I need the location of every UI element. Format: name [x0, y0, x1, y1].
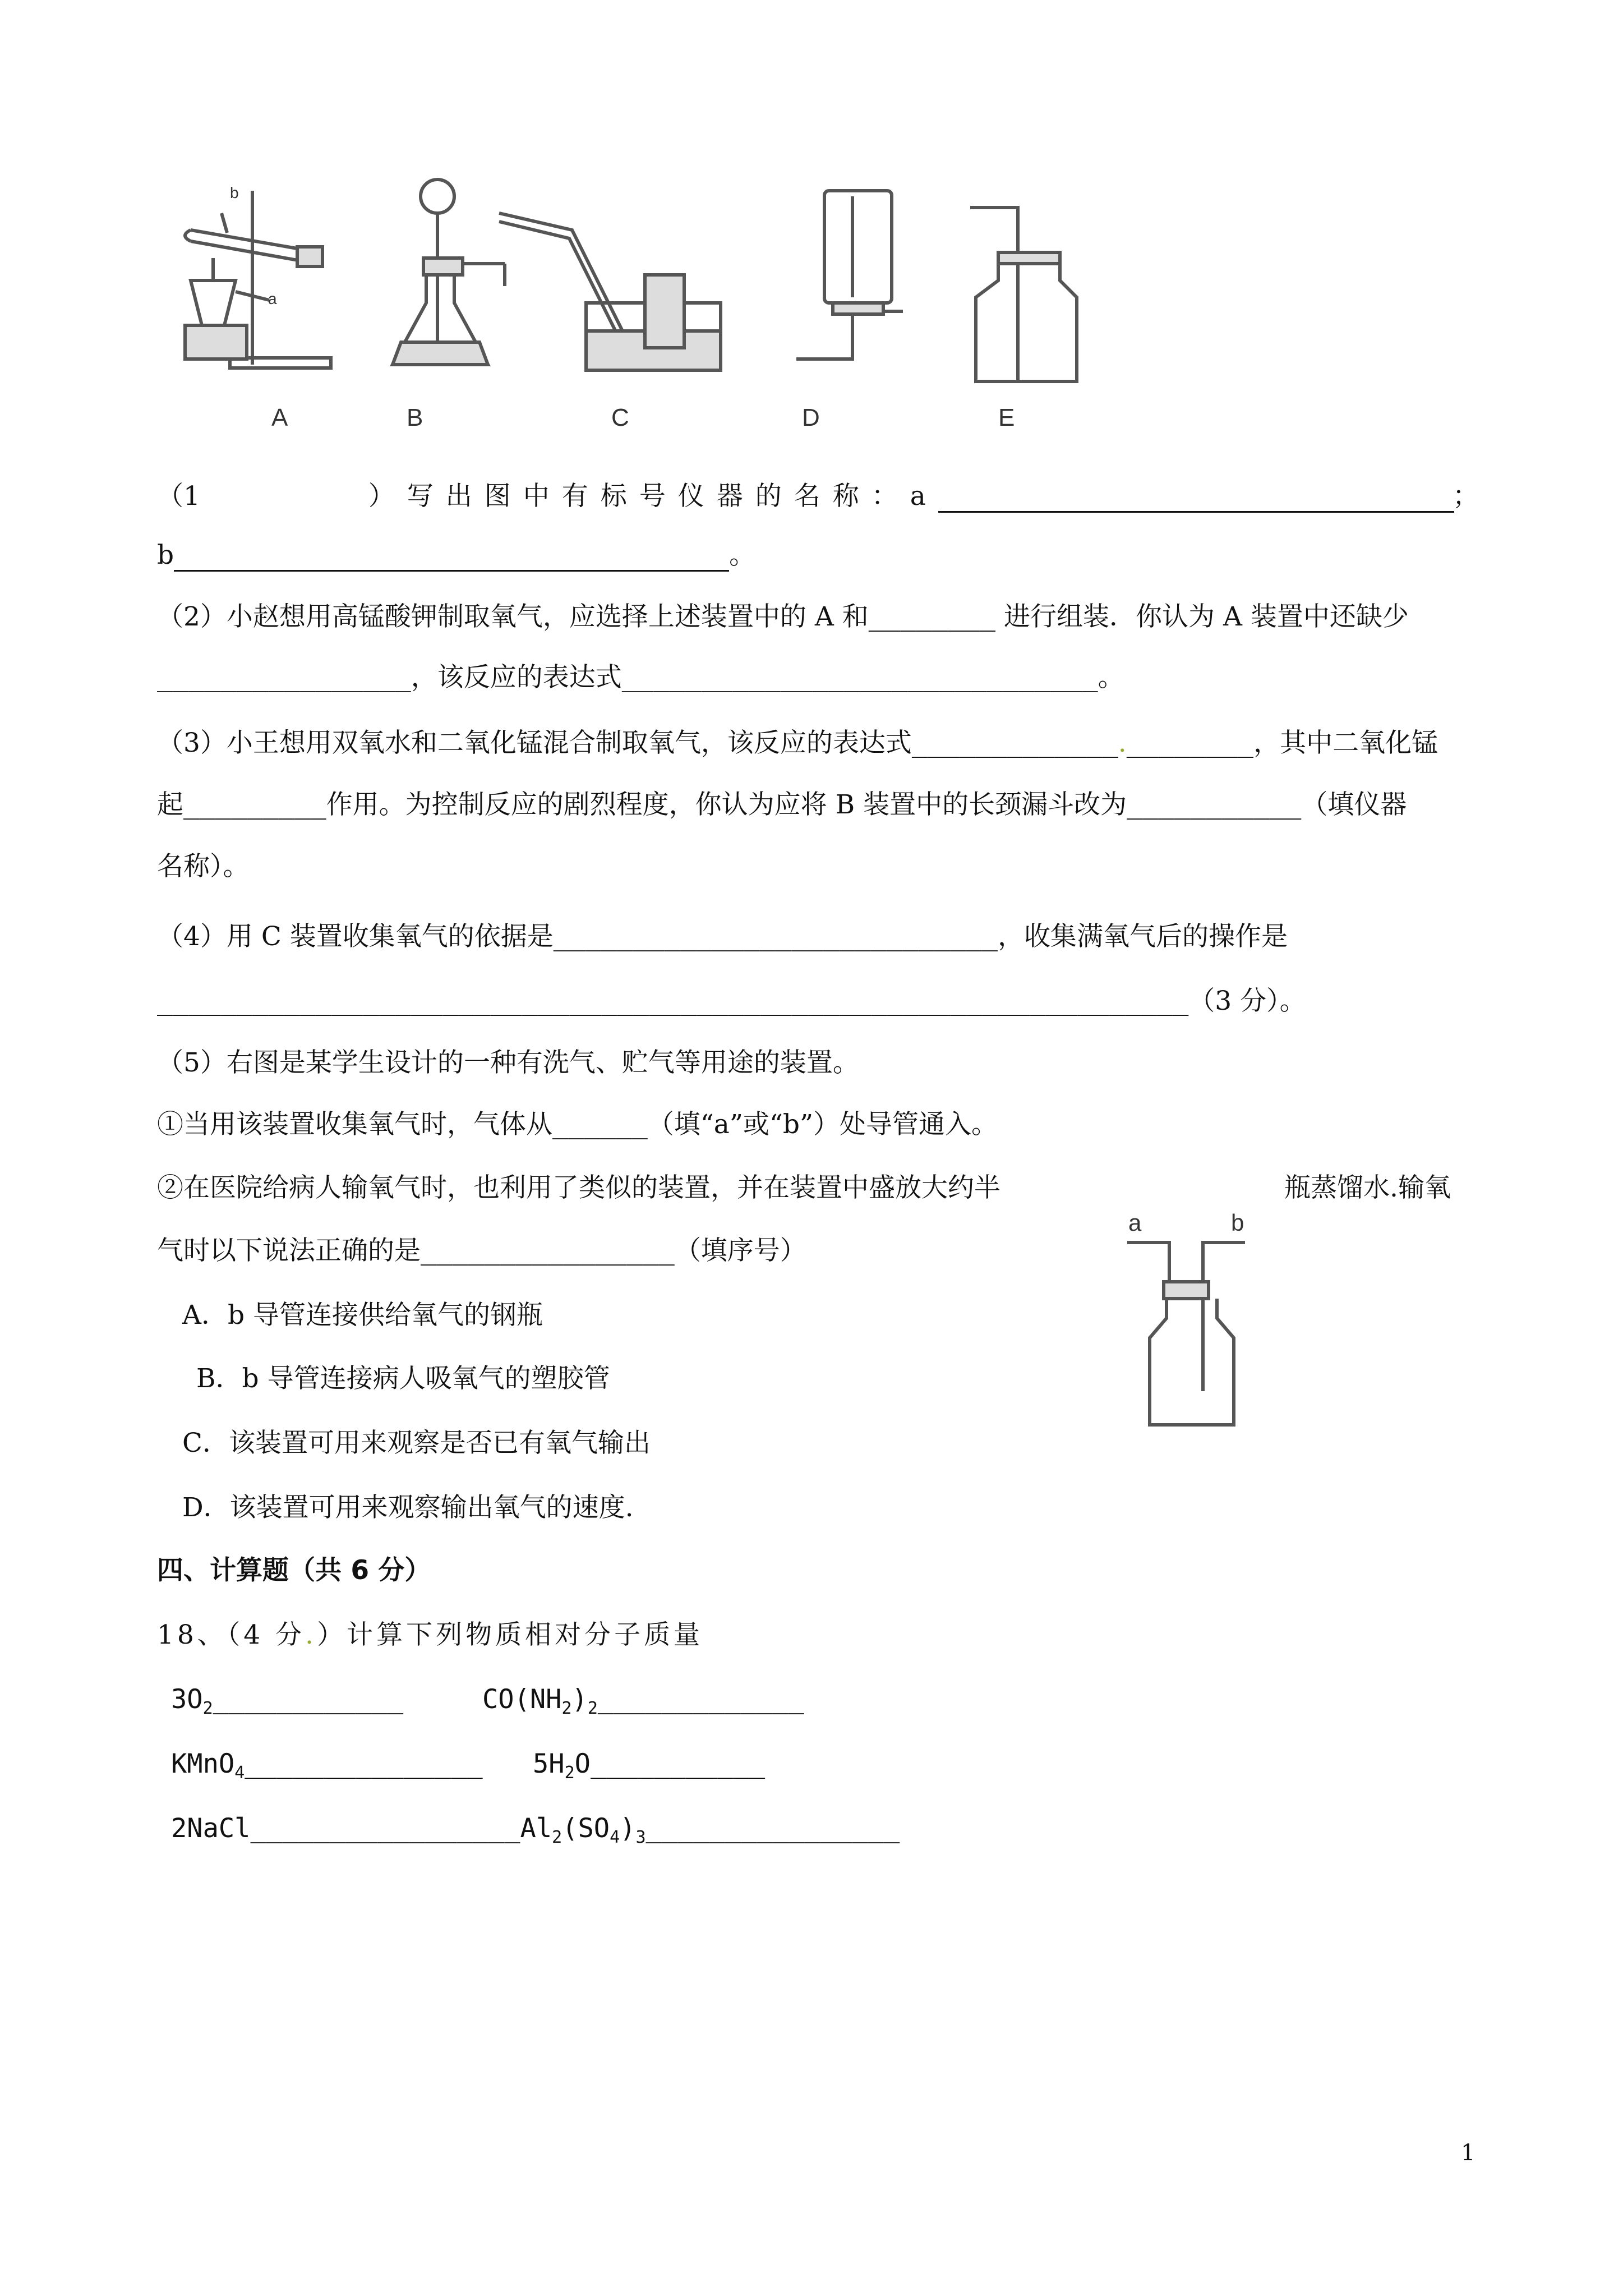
q2-end: 。 — [1098, 662, 1124, 693]
q5-option-c — [182, 1421, 651, 1466]
q3-text-2: ，其中二氧化锰 — [1253, 728, 1438, 758]
q4-text-3: （3 分）。 — [1188, 986, 1306, 1016]
q5-item2-text-3: 气时以下说法正确的是 — [157, 1235, 421, 1266]
q18-title-text-2: ）计算下列物质相对分子质量 — [317, 1619, 704, 1650]
formula-2nacl: 2NaCl — [171, 1813, 251, 1844]
label-e: E — [998, 404, 1015, 431]
q5-option-a-text: A．b 导管连接供给氧气的钢瓶 — [182, 1300, 543, 1331]
q3-line1 — [157, 721, 1438, 766]
q5-item2-text-4: （填序号） — [674, 1235, 806, 1266]
apparatus-d — [791, 185, 914, 376]
q4-blank-2[interactable]: _________________________________________________________________ — [157, 986, 1189, 1016]
tag-b-on-a: b — [230, 184, 239, 201]
q1-prefix: （1 — [157, 481, 200, 512]
q4-text-1: （4）用 C 装置收集氧气的依据是 — [157, 921, 554, 952]
blank-urea[interactable]: _____________ — [597, 1684, 804, 1715]
q4-text-2: ，收集满氧气后的操作是 — [998, 921, 1288, 952]
label-b: B — [407, 404, 423, 431]
q4-line2 — [157, 979, 1306, 1024]
q3-dot: . — [1118, 728, 1127, 758]
formula-al2so43: $Al_2(SO_4)_3\_\_\_\_\_\_\_\_\_\_\_\_\_\_\_\_$ — [520, 1813, 900, 1847]
q5-item1-text-1: ①当用该装置收集氧气时，气体从 — [157, 1109, 552, 1140]
q1-line1 — [157, 474, 1479, 519]
section-4-title-text: 四、计算题（共 6 分） — [157, 1555, 431, 1586]
q5-option-d-text: D．该装置可用来观察输出氧气的速度. — [182, 1492, 634, 1523]
q1-end: 。 — [729, 540, 756, 570]
q18-title — [157, 1613, 703, 1658]
washing-bottle-figure — [1122, 1206, 1262, 1430]
q3-blank-3[interactable]: ___________ — [1127, 789, 1302, 820]
q2-blank-2[interactable]: ________________ — [157, 662, 411, 693]
q5-option-a — [182, 1293, 543, 1338]
q5-option-b-text: B．b 导管连接病人吸氧气的塑胶管 — [196, 1363, 610, 1394]
q5-blank-1[interactable]: ______ — [552, 1109, 648, 1140]
q2-line1 — [157, 595, 1409, 639]
q18-row-2 — [171, 1742, 766, 1787]
q5-item1-text-2: （填“a”或“b”）处导管通入。 — [647, 1109, 998, 1140]
blank-3o2[interactable]: ____________ — [213, 1684, 404, 1715]
q5-item1 — [157, 1102, 998, 1147]
q2-blank-3[interactable]: ______________________________ — [621, 662, 1098, 693]
q3-line2 — [157, 783, 1407, 827]
blank-kmno4[interactable]: _______________ — [245, 1749, 483, 1779]
q18-dot: . — [305, 1619, 317, 1650]
q5-blank-2[interactable]: ________________ — [421, 1235, 675, 1266]
blank-al2so43[interactable]: ________________ — [645, 1813, 900, 1844]
q3-text-3: 起 — [157, 789, 183, 820]
q4-blank-1[interactable]: ____________________________ — [553, 921, 998, 952]
label-a: A — [271, 404, 288, 431]
page-number: 1 — [1461, 2140, 1476, 2166]
blank-5h2o[interactable]: ___________ — [590, 1749, 766, 1779]
q1-line2 — [157, 533, 755, 578]
section-4-title — [157, 1548, 431, 1593]
formula-3o2: $3O_2$ — [171, 1684, 213, 1718]
apparatus-e — [965, 196, 1088, 387]
q5-option-c-text: C．该装置可用来观察是否已有氧气输出 — [182, 1428, 651, 1458]
q5-item2-text-2: 瓶蒸馏水.输氧 — [1284, 1172, 1451, 1203]
q4-line1 — [157, 914, 1288, 959]
q1-text: ）写出图中有标号仪器的名称：a — [368, 481, 938, 512]
q5-option-d — [182, 1485, 634, 1530]
q2-line2 — [157, 655, 1124, 700]
formula-urea: $CO(NH_2)_2\_\_\_\_\_\_\_\_\_\_\_\_\_$ — [482, 1684, 804, 1718]
bottle-tag-a: a — [1128, 1209, 1142, 1236]
q5-item2-line2 — [157, 1228, 806, 1273]
q2-text-3: ，该反应的表达式 — [411, 662, 622, 693]
label-d: D — [802, 404, 820, 431]
q3-text-4: 作用。为控制反应的剧烈程度，你认为应将 B 装置中的长颈漏斗改为 — [326, 789, 1127, 820]
q3-blank-2[interactable]: _________ — [183, 789, 326, 820]
q18-row-1 — [171, 1677, 804, 1722]
tag-a-on-a: a — [268, 290, 277, 307]
q3-blank-1[interactable]: _____________ — [911, 728, 1118, 758]
apparatus-a — [157, 180, 336, 370]
q18-row-3 — [171, 1806, 900, 1851]
q1-b-label: b — [157, 540, 174, 570]
q1-blank-a[interactable] — [938, 482, 1454, 513]
bottle-tag-b: b — [1231, 1209, 1244, 1236]
apparatus-c — [494, 208, 729, 376]
q18-title-text-1: 18、（4 分 — [157, 1619, 306, 1650]
q3-text-5: （填仪器 — [1301, 789, 1407, 820]
label-c: C — [611, 404, 629, 431]
q2-text-2: 进行组装．你认为 A 装置中还缺少 — [995, 601, 1409, 632]
q1-blank-b[interactable] — [174, 541, 729, 572]
q2-blank-1[interactable]: ________ — [868, 601, 996, 632]
q2-text-1: （2）小赵想用高锰酸钾制取氧气，应选择上述装置中的 A 和 — [157, 601, 869, 632]
q5-option-b — [196, 1356, 610, 1401]
blank-2nacl[interactable]: _________________ — [250, 1813, 520, 1844]
q3-text-1: （3）小王想用双氧水和二氧化锰混合制取氧气，该反应的表达式 — [157, 728, 912, 758]
q3-text-6: 名称）。 — [157, 851, 250, 882]
formula-kmno4: KMnO$_4$ — [171, 1749, 245, 1783]
formula-5h2o: $5H_2O\_\_\_\_\_\_\_\_\_\_\_$ — [533, 1749, 766, 1783]
q5-intro-text: （5）右图是某学生设计的一种有洗气、贮气等用途的装置。 — [157, 1047, 859, 1078]
q3-blank-1b[interactable]: ________ — [1126, 728, 1254, 758]
q1-semicolon: ； — [1453, 481, 1479, 512]
q5-item2-line1 — [157, 1166, 1451, 1211]
q5-item2-text-1: ②在医院给病人输氧气时，也利用了类似的装置，并在装置中盛放大约半 — [157, 1172, 1000, 1203]
q3-line3 — [157, 844, 250, 889]
q5-intro — [157, 1041, 859, 1085]
